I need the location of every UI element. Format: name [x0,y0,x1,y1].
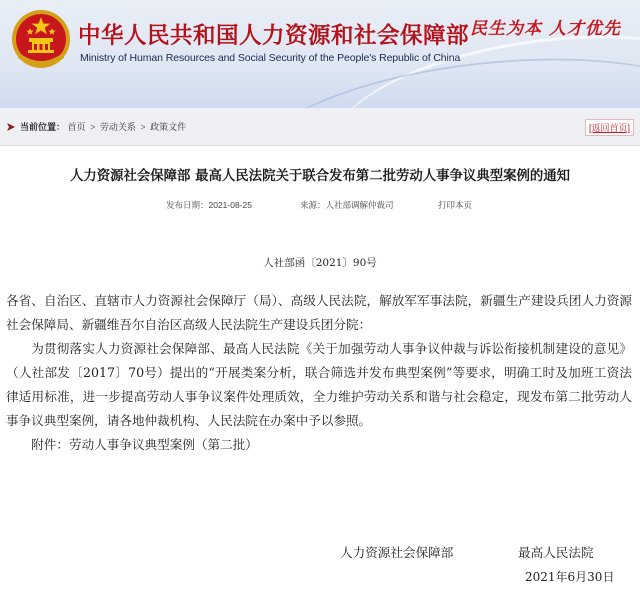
breadcrumb-item-home[interactable]: 首页 [67,122,86,132]
body-paragraph: 为贯彻落实人力资源社会保障部、最高人民法院《关于加强劳动人事争议仲裁与诉讼衔接机制建设的意见》（人社部发〔2017〕70号）提出的“开展类案分析，联合筛选并发布典型案例”等要求，明确工时及加班工资法律适用标准，进一步提高劳动人事争议案件处理质效，全力维护劳动关系和谐与社会稳定，现发布第二批劳动人事争议典型案例，请各地仲裁机构、人民法院在办案中予以参照。 [6,341,632,428]
breadcrumb-item-policy-docs[interactable]: 政策文件 [150,122,187,132]
breadcrumb-separator-icon: > [90,122,96,132]
location-arrow-icon [6,122,16,132]
signatory-supreme-court: 最高人民法院 [518,545,594,560]
publish-date: 发布日期：2021-08-25 [166,200,252,210]
article-body [6,289,632,457]
signatory-mohrss: 人力资源社会保障部 [340,545,454,560]
print-page-link[interactable]: 打印本页 [438,200,473,210]
national-emblem-icon [10,8,72,74]
issue-date: 2021年6月30日 [525,570,615,584]
breadcrumb-bar [0,108,640,146]
breadcrumb-item-labor-relations[interactable]: 劳动关系 [99,122,136,132]
site-title-en: Ministry of Human Resources and Social Security of the People's Republic of China [80,52,461,64]
article-source: 来源：人社部调解仲裁司 [300,200,394,210]
site-slogan: 民生为本 人才优先 [470,19,621,39]
breadcrumb-label: 当前位置： [20,122,66,132]
site-title-cn: 中华人民共和国人力资源和社会保障部 [78,23,470,49]
back-to-home-link[interactable]: [返回首页] [585,119,634,136]
article-title: 人力资源社会保障部 最高人民法院关于联合发布第二批劳动人事争议典型案例的通知 [69,169,571,184]
site-header-banner [0,0,640,108]
document-number: 人社部函〔2021〕90号 [263,257,377,269]
addressee-paragraph: 各省、自治区、直辖市人力资源社会保障厅（局）、高级人民法院，解放军军事法院，新疆生产建设兵团人力资源社会保障局、新疆维吾尔自治区高级人民法院生产建设兵团分院： [6,293,632,332]
breadcrumb [20,120,186,133]
attachment-line: 附件：劳动人事争议典型案例（第二批） [31,437,258,452]
breadcrumb-separator-icon: > [140,122,146,132]
